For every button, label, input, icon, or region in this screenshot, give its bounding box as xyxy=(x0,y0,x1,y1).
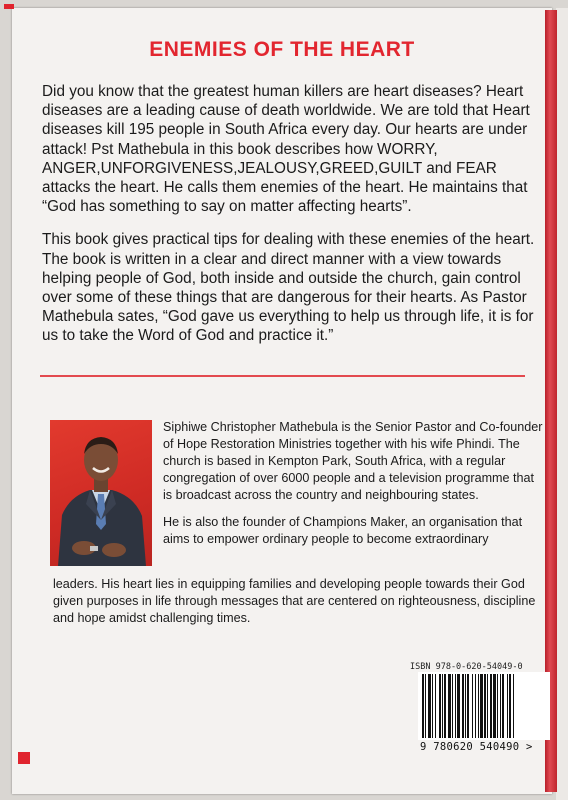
barcode-bar xyxy=(439,674,441,738)
section-divider xyxy=(40,375,525,377)
barcode-bar xyxy=(513,674,514,738)
corner-flag xyxy=(4,4,14,9)
page-edge xyxy=(556,8,568,800)
corner-square xyxy=(18,752,30,764)
book-title: ENEMIES OF THE HEART xyxy=(149,38,415,61)
barcode-bar xyxy=(467,674,469,738)
bio-paragraph: Siphiwe Christopher Mathebula is the Senior Pastor and Co-founder of Hope Restoration Ministries together with his wife Phindi. The church is based in Kempton Park, South Africa, with a regular congregation of over 6000 people and a television programme that is broadcast across the country and neighbouring states. xyxy=(163,420,543,502)
blurb-paragraph: This book gives practical tips for dealing with these enemies of the heart. The book is written in a clear and direct manner with a view towards helping people of God, both inside and outside the church, gain control over some of these things that are dangerous for their hearts. As Pastor Mathebula sates, “God gave us everything to help us through life, it is for us to take the Word of God and practice it.” xyxy=(42,231,535,345)
barcode-bar xyxy=(455,674,456,738)
author-photo xyxy=(50,420,152,566)
isbn-label: ISBN 978-0-620-54049-0 xyxy=(410,662,523,672)
bio-paragraph: He is also the founder of Champions Maker, an organisation that aims to empower ordinary people to become extraordinary xyxy=(163,515,523,546)
barcode-bar xyxy=(478,674,479,738)
barcode-bar xyxy=(452,674,453,738)
book-blurb xyxy=(42,82,542,360)
barcode-bar xyxy=(442,674,443,738)
barcode-bar xyxy=(428,674,431,738)
barcode-bar xyxy=(509,674,511,738)
barcode-bar xyxy=(432,674,433,738)
barcode xyxy=(418,672,550,740)
barcode-bar xyxy=(493,674,496,738)
barcode-bar xyxy=(435,674,436,738)
barcode-bar xyxy=(448,674,451,738)
barcode-bar xyxy=(457,674,460,738)
barcode-bar xyxy=(490,674,492,738)
barcode-bar xyxy=(507,674,508,738)
barcode-bar xyxy=(502,674,504,738)
barcode-bar xyxy=(465,674,466,738)
author-bio-continued: leaders. His heart lies in equipping families and developing people towards their God given purposes in life through messages that are centered on righteousness, discipline and hope amidst challenging times. xyxy=(53,577,536,625)
barcode-bar xyxy=(444,674,446,738)
barcode-bar xyxy=(497,674,498,738)
barcode-digits: 9 780620 540490 > xyxy=(420,741,533,753)
author-portrait-icon xyxy=(50,420,152,566)
barcode-bar xyxy=(422,674,424,738)
barcode-bar xyxy=(500,674,501,738)
barcode-bar xyxy=(475,674,476,738)
barcode-bar xyxy=(480,674,483,738)
barcode-bar xyxy=(425,674,426,738)
author-bio xyxy=(163,419,543,558)
ean13-barcode-icon xyxy=(418,672,550,740)
barcode-bar xyxy=(472,674,473,738)
barcode-bar xyxy=(484,674,486,738)
blurb-paragraph: Did you know that the greatest human killers are heart diseases? Heart diseases are a leading cause of death worldwide. We are told that Heart diseases kill 195 people in South Africa every day. Our hearts are under attack! Pst Mathebula in this book describes how WORRY, ANGER,UNFORGIVENESS,JEALOUSY,GREED,GUILT and FEAR attacks the heart. He calls them enemies of the heart. He maintains that “God has something to say on matter affecting hearts”. xyxy=(42,83,530,216)
barcode-bar xyxy=(487,674,488,738)
barcode-bar xyxy=(462,674,464,738)
